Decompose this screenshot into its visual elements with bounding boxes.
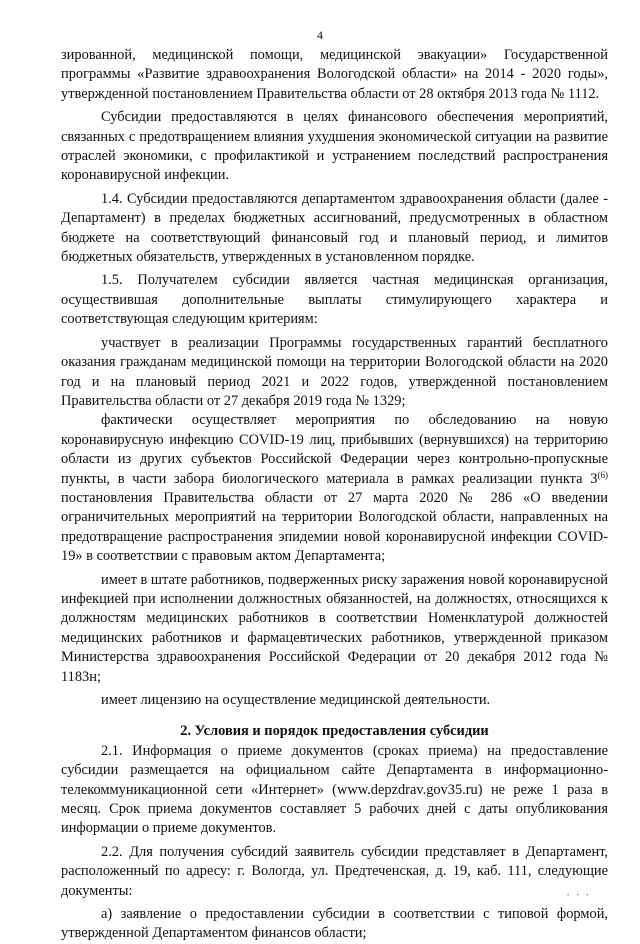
paragraph-1-4: 1.4. Субсидии предоставляются департаментом здравоохранения области (далее - Департамент) в пределах бюджетных ассигнований, предусмотренных в областном бюджете на соответствующий финансовый год и плановый период, и лимитов бюджетных обязательств, утвержденных в установленном порядке.: [61, 190, 608, 266]
criterion-covid-testing: [61, 411, 608, 566]
criterion-covid-testing-text-a: фактически осуществляет мероприятия по обследованию на новую коронавирусную инфекцию COVID-19 лиц, прибывших (вернувшихся) на территорию области из других субъектов Российской Федерации через контрольно-пропускные пункты, в части забора биологического материала в рамках реализации пункта 3: [61, 412, 608, 487]
paragraph-2-2: 2.2. Для получения субсидий заявитель субсидии представляет в Департамент, расположенный по адресу: г. Вологда, ул. Предтеченская, д. 19, каб. 111, следующие документы:: [61, 843, 608, 899]
scan-marks: • • •: [567, 893, 592, 899]
paragraph-continuation: зированной, медицинской помощи, медицинской эвакуации» Государственной программы «Развитие здравоохранения Вологодской области» на 2014 - 2020 годы», утвержденной постановлением Правительства области от 28 октября 2013 года № 1112.: [61, 47, 608, 102]
document-body: [61, 46, 608, 944]
paragraph-1-5: 1.5. Получателем субсидии является частная медицинская организация, осуществившая дополнительные выплаты стимулирующего характера и соответствующая следующим критериям:: [61, 272, 608, 328]
page-number: 4: [317, 28, 323, 42]
criterion-covid-testing-text-b: постановления Правительства области от 27 марта 2020 № 286 «О введении ограничительных мероприятий на территории Вологодской области, направленных на предотвращение распространения эпидемии новой коронавирусной инфекции COVID-19» в соответствии с правовым актом Департамента;: [61, 489, 608, 565]
section-2-heading: 2. Условия и порядок предоставления субсидии: [180, 723, 489, 740]
criterion-staff-at-risk: имеет в штате работников, подверженных риску заражения новой коронавирусной инфекцией при исполнении должностных обязанностей, на должностях, относящихся к должностям медицинских работников в соответствии Номенклатурой должностей медицинских работников и фармацевтических работников, утвержденной приказом Министерства здравоохранения Российской Федерации от 20 декабря 2012 года № 1183н;: [61, 571, 608, 685]
paragraph-subsidy-purpose: Субсидии предоставляются в целях финансового обеспечения мероприятий, связанных с предотвращением влияния ухудшения экономической ситуации на развитие отраслей экономики, с профилактикой и устранением последствий распространения коронавирусной инфекции.: [61, 109, 608, 184]
criterion-program-participation: участвует в реализации Программы государственных гарантий бесплатного оказания гражданам медицинской помощи на территории Вологодской области на 2020 год и на плановый период 2021 и 2022 годов, утвержденной постановлением Правительства области от 27 декабря 2019 года № 1329;: [61, 334, 608, 409]
criterion-license: имеет лицензию на осуществление медицинской деятельности.: [101, 692, 491, 708]
paragraph-2-2-a: а) заявление о предоставлении субсидии в соответствии с типовой формой, утвержденной Департаментом финансов области;: [61, 906, 608, 942]
footnote-superscript: (6): [597, 469, 608, 480]
paragraph-2-1: 2.1. Информация о приеме документов (сроках приема) на предоставление субсидии размещается на официальном сайте Департамента в информационно-телекоммуникационной сети «Интернет» (www.depzdrav.gov35.ru) не реже 1 раза в месяц. Срок приема документов составляет 5 рабочих дней с даты опубликования информации о приеме документов.: [61, 742, 608, 837]
